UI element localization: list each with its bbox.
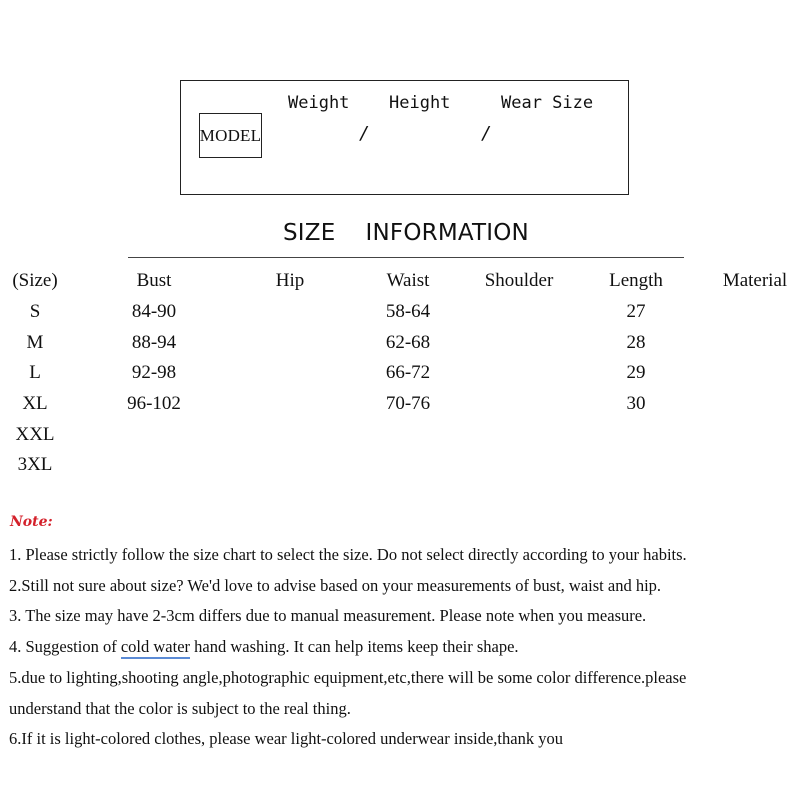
model-info-box — [180, 80, 629, 195]
note-line: understand that the color is subject to the real thing. — [9, 699, 351, 718]
size-cell: 3XL — [17, 454, 53, 475]
bust-cell: 96-102 — [127, 393, 181, 414]
note-line: 2.Still not sure about size? We'd love to advise based on your measurements of bust, waist and hip. — [9, 576, 662, 595]
column-header-waist: Waist — [386, 270, 430, 291]
bust-cell: 92-98 — [131, 362, 177, 383]
title-divider — [128, 257, 684, 258]
weight-value: / — [359, 123, 370, 144]
highlighted-text: cold water — [121, 637, 190, 659]
bust-cell: 88-94 — [131, 332, 177, 353]
waist-cell: 70-76 — [385, 393, 431, 414]
note-text: 4. Suggestion of — [9, 637, 121, 656]
length-cell: 29 — [626, 362, 646, 383]
column-header-bust: Bust — [136, 270, 172, 291]
bust-cell: 84-90 — [131, 301, 177, 322]
waist-cell: 58-64 — [385, 301, 431, 322]
column-header-material: Material — [722, 270, 788, 291]
weight-header: Weight — [288, 93, 350, 113]
column-header-shoulder: Shoulder — [484, 270, 554, 291]
length-cell: 30 — [626, 393, 646, 414]
note-line: 3. The size may have 2-3cm differs due to manual measurement. Please note when you measure. — [9, 606, 647, 625]
note-line — [9, 637, 519, 657]
note-line: 5.due to lighting,shooting angle,photographic equipment,etc,there will be some color difference.please — [9, 668, 687, 687]
size-cell: XXL — [15, 424, 55, 445]
size-information-title: SIZE INFORMATION — [283, 220, 529, 246]
column-header-length: Length — [609, 270, 663, 291]
size-cell: M — [26, 332, 44, 353]
column-header-hip: Hip — [275, 270, 305, 291]
size-cell: XL — [22, 393, 48, 414]
model-label: MODEL — [199, 113, 262, 158]
waist-cell: 66-72 — [385, 362, 431, 383]
note-heading: Note: — [10, 514, 53, 530]
note-line: 1. Please strictly follow the size chart to select the size. Do not select directly according to your habits. — [9, 545, 687, 564]
size-cell: L — [29, 362, 41, 383]
note-text: hand washing. It can help items keep their shape. — [190, 637, 519, 656]
waist-cell: 62-68 — [385, 332, 431, 353]
length-cell: 27 — [626, 301, 646, 322]
size-cell: S — [29, 301, 41, 322]
note-line: 6.If it is light-colored clothes, please wear light-colored underwear inside,thank you — [9, 729, 563, 748]
wear-size-header: Wear Size — [501, 93, 594, 113]
height-value: / — [481, 123, 492, 144]
length-cell: 28 — [626, 332, 646, 353]
column-header-size: (Size) — [12, 270, 58, 291]
height-header: Height — [389, 93, 451, 113]
